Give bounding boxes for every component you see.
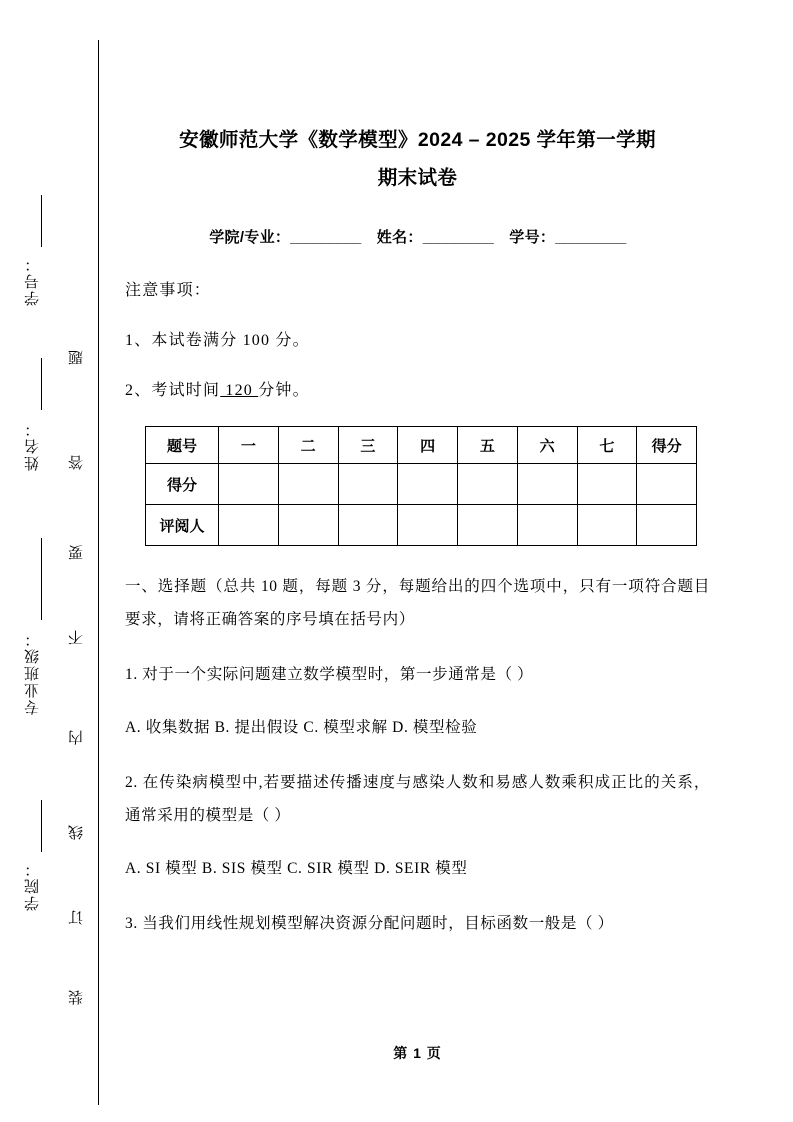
question-1-options: A. 收集数据 B. 提出假设 C. 模型求解 D. 模型检验 bbox=[125, 719, 478, 736]
page-footer bbox=[125, 1043, 710, 1063]
table-cell[interactable] bbox=[637, 505, 697, 546]
question-1-stem: 1. 对于一个实际问题建立数学模型时，第一步通常是（ ） bbox=[125, 666, 534, 683]
table-row-header: 得分 bbox=[146, 464, 219, 505]
table-cell: 得分 bbox=[637, 427, 697, 464]
question-2-stem: 2. 在传染病模型中,若要描述传播速度与感染人数和易感人数乘积成正比的关系，通常采用的模型是（ ） bbox=[125, 774, 710, 824]
seal-char: 订 bbox=[69, 910, 85, 925]
seal-field-label: 专业班级： bbox=[25, 630, 41, 715]
score-summary-table bbox=[145, 426, 697, 546]
table-cell: 四 bbox=[398, 427, 458, 464]
seal-field-label: 姓名： bbox=[25, 420, 41, 471]
question-2-options: A. SI 模型 B. SIS 模型 C. SIR 模型 D. SEIR 模型 bbox=[125, 860, 468, 877]
table-cell: 一 bbox=[219, 427, 279, 464]
table-row-header: 题号 bbox=[146, 427, 219, 464]
table-cell[interactable] bbox=[517, 505, 577, 546]
table-cell: 七 bbox=[577, 427, 637, 464]
student-info-line bbox=[125, 226, 710, 247]
table-cell: 六 bbox=[517, 427, 577, 464]
name-label: 姓名： bbox=[376, 229, 423, 246]
seal-binding-margin bbox=[0, 0, 100, 1122]
seal-field-rule bbox=[41, 358, 42, 410]
seal-char: 题 bbox=[69, 350, 85, 365]
page-title-line-2: 期末试卷 bbox=[377, 167, 458, 189]
duration-value: 120 bbox=[220, 382, 259, 399]
table-cell[interactable] bbox=[458, 505, 518, 546]
seal-char: 装 bbox=[69, 990, 85, 1005]
notice-heading: 注意事项： bbox=[125, 282, 212, 299]
duration-prefix: 2、考试时间 bbox=[125, 382, 221, 399]
table-cell: 三 bbox=[338, 427, 398, 464]
page-number-label: 第 1 页 bbox=[393, 1045, 442, 1061]
seal-char: 要 bbox=[69, 545, 85, 560]
table-cell[interactable] bbox=[458, 464, 518, 505]
seal-field-label: 学院： bbox=[25, 860, 41, 911]
exam-paper-body bbox=[125, 0, 710, 940]
table-cell[interactable] bbox=[278, 464, 338, 505]
college-major-label: 学院/专业： bbox=[209, 229, 291, 246]
table-cell[interactable] bbox=[219, 464, 279, 505]
section-one-heading: 一、选择题（总共 10 题，每题 3 分，每题给出的四个选项中，只有一项符合题目要求，请将正确答案的序号填在括号内） bbox=[125, 578, 710, 628]
table-cell: 二 bbox=[278, 427, 338, 464]
table-cell[interactable] bbox=[398, 464, 458, 505]
table-cell[interactable] bbox=[338, 464, 398, 505]
seal-field-rule bbox=[41, 800, 42, 852]
duration-suffix: 分钟。 bbox=[258, 382, 310, 399]
table-cell[interactable] bbox=[577, 464, 637, 505]
seal-char: 答 bbox=[69, 455, 85, 470]
seal-char: 线 bbox=[69, 825, 85, 840]
table-cell[interactable] bbox=[219, 505, 279, 546]
table-row-header: 评阅人 bbox=[146, 505, 219, 546]
seal-field-label: 学号： bbox=[25, 255, 41, 306]
table-cell[interactable] bbox=[338, 505, 398, 546]
student-id-label: 学号： bbox=[509, 229, 556, 246]
page-title-line-1: 安徽师范大学《数学模型》2024 – 2025 学年第一学期 bbox=[179, 129, 656, 151]
table-cell[interactable] bbox=[577, 505, 637, 546]
notice-item-total-score: 1、本试卷满分 100 分。 bbox=[125, 332, 310, 349]
table-cell[interactable] bbox=[398, 505, 458, 546]
table-cell: 五 bbox=[458, 427, 518, 464]
college-major-blank[interactable]: _________ bbox=[290, 229, 361, 246]
table-cell[interactable] bbox=[278, 505, 338, 546]
seal-field-rule bbox=[41, 195, 42, 247]
table-row bbox=[146, 427, 697, 464]
table-cell[interactable] bbox=[637, 464, 697, 505]
student-id-blank[interactable]: _________ bbox=[555, 229, 626, 246]
table-cell[interactable] bbox=[517, 464, 577, 505]
table-row bbox=[146, 464, 697, 505]
notice-item-duration bbox=[125, 377, 710, 400]
name-blank[interactable]: _________ bbox=[422, 229, 494, 246]
table-row bbox=[146, 505, 697, 546]
question-3-stem: 3. 当我们用线性规划模型解决资源分配问题时，目标函数一般是（ ） bbox=[125, 915, 614, 932]
seal-char: 不 bbox=[69, 630, 85, 645]
seal-char: 内 bbox=[69, 730, 85, 745]
seal-divider-line bbox=[98, 40, 99, 1105]
seal-field-rule bbox=[41, 538, 42, 620]
